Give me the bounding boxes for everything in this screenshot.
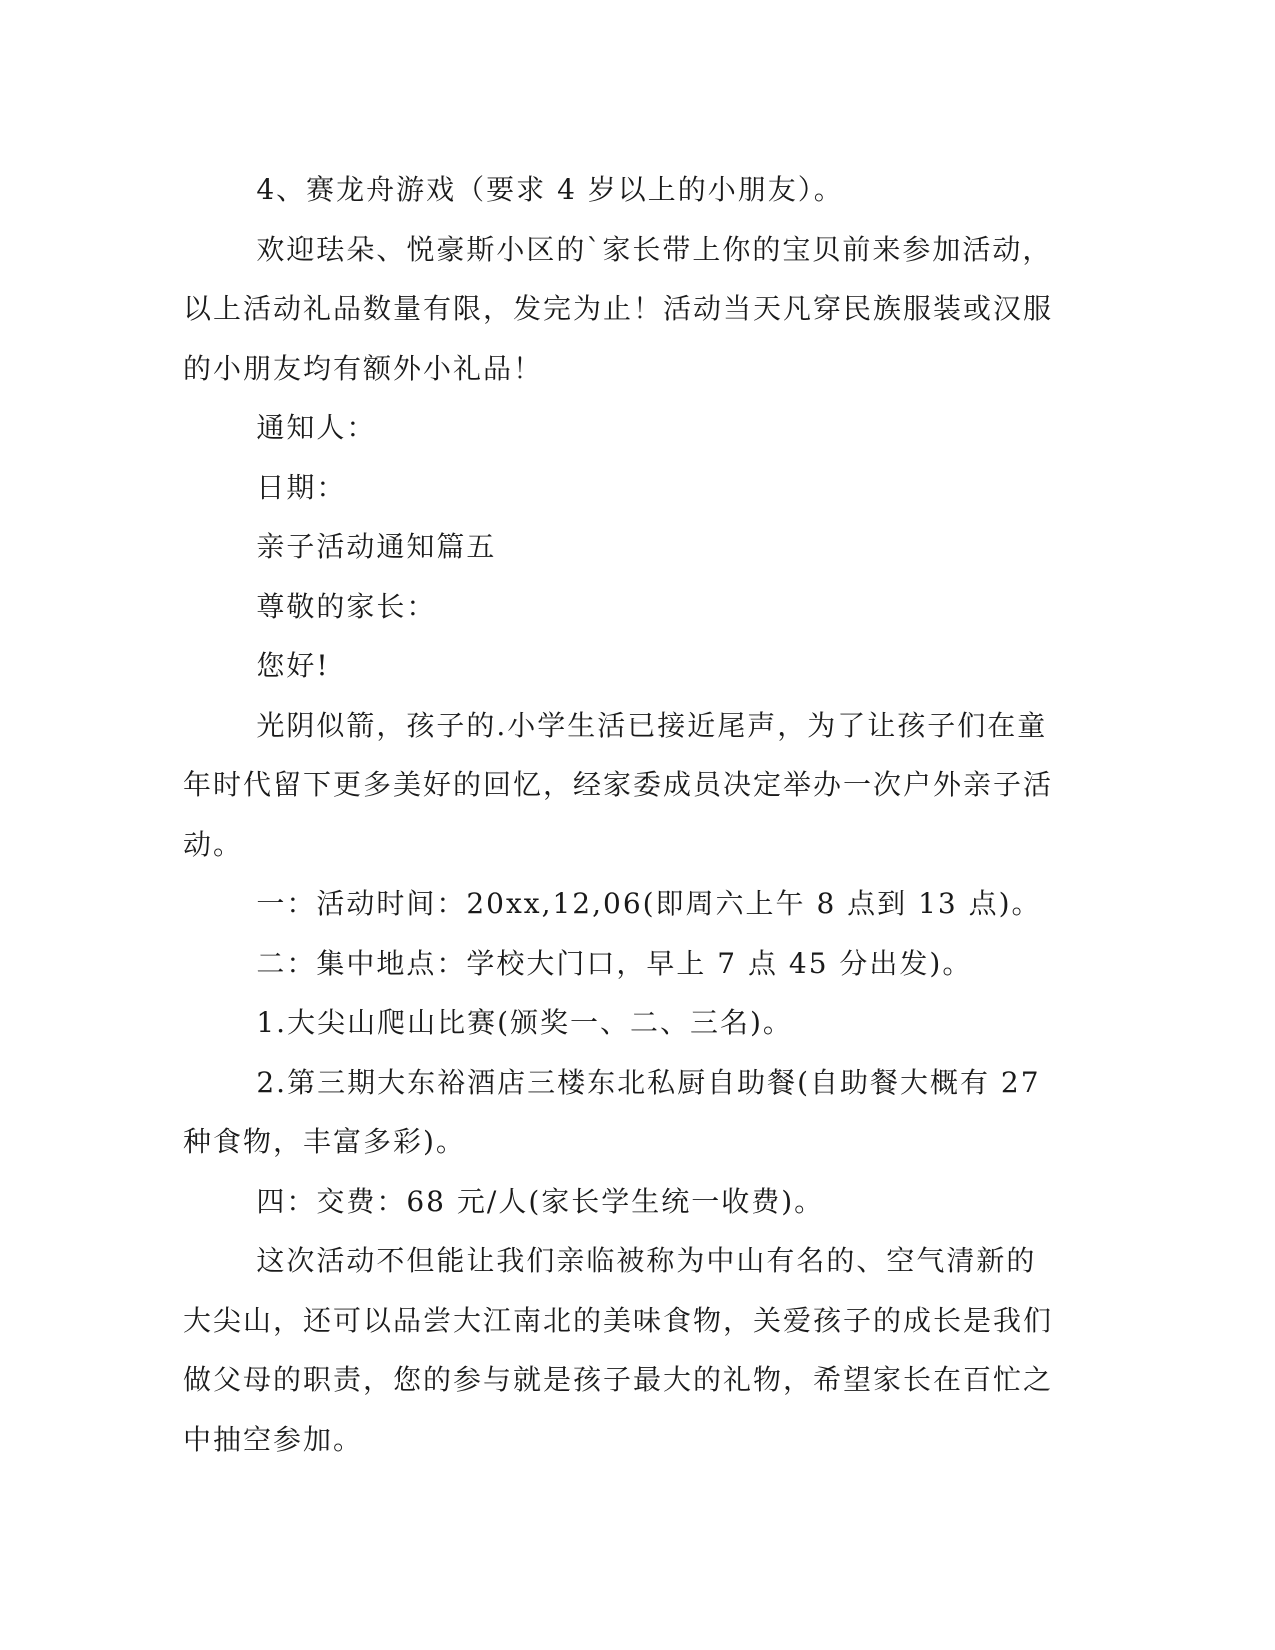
paragraph-welcome: 欢迎珐朵、悦豪斯小区的`家长带上你的宝贝前来参加活动，以上活动礼品数量有限，发完为止！活动当天凡穿民族服装或汉服的小朋友均有额外小礼品！ xyxy=(183,232,1054,385)
document-body xyxy=(183,160,1063,1469)
paragraph-meeting-place: 二：集中地点：学校大门口，早上 7 点 45 分出发)。 xyxy=(256,946,973,980)
paragraph-salutation: 尊敬的家长： xyxy=(256,589,437,623)
paragraph-fee: 四：交费：68 元/人(家长学生统一收费)。 xyxy=(256,1184,825,1218)
paragraph-item-1: 1.大尖山爬山比赛(颁奖一、二、三名)。 xyxy=(256,1006,793,1039)
paragraph-intro: 光阴似箭，孩子的.小学生活已接近尾声，为了让孩子们在童年时代留下更多美好的回忆，经家委成员决定举办一次户外亲子活动。 xyxy=(183,708,1054,861)
paragraph-activity-time: 一：活动时间：20xx,12,06(即周六上午 8 点到 13 点)。 xyxy=(256,887,1042,920)
paragraph-date: 日期： xyxy=(256,470,347,504)
paragraph-dragon-boat-game: 4、赛龙舟游戏（要求 4 岁以上的小朋友）。 xyxy=(256,173,844,206)
section-title: 亲子活动通知篇五 xyxy=(256,530,497,563)
paragraph-item-2: 2.第三期大东裕酒店三楼东北私厨自助餐(自助餐大概有 27 种食物，丰富多彩)。 xyxy=(183,1065,1041,1158)
paragraph-greeting: 您好! xyxy=(256,649,330,682)
paragraph-closing: 这次活动不但能让我们亲临被称为中山有名的、空气清新的大尖山，还可以品尝大江南北的美味食物，关爱孩子的成长是我们做父母的职责，您的参与就是孩子最大的礼物，希望家长在百忙之中抽空参加。 xyxy=(183,1244,1054,1456)
paragraph-notifier: 通知人： xyxy=(256,411,377,444)
